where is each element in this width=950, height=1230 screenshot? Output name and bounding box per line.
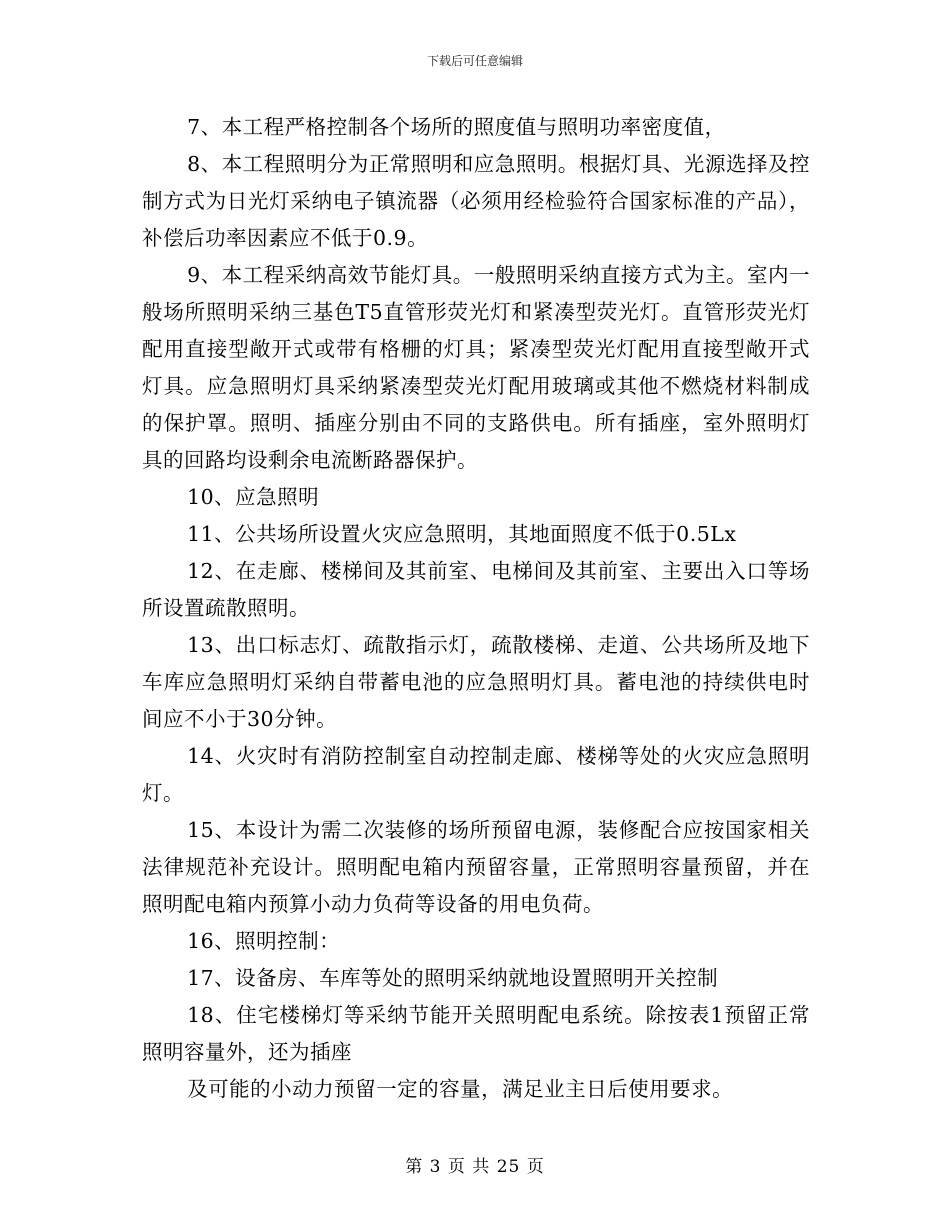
paragraph-item-11: 11、公共场所设置火灾应急照明，其地面照度不低于0.5Lx [187,522,737,546]
paragraph-continuation: 及可能的小动力预留一定的容量，满足业主日后使用要求。 [187,1077,734,1101]
page-number-footer: 第 3 页 共 25 页 [405,1157,545,1177]
paragraph-item-7: 7、本工程严格控制各个场所的照度值与照明功率密度值， [187,115,726,139]
paragraph-item-13: 13、出口标志灯、疏散指示灯，疏散楼梯、走道、公共场所及地下车库应急照明灯采纳自带蓄电池的应急照明灯具。蓄电池的持续供电时间应不小于30分钟。 [142,633,810,731]
document-body [142,109,810,1108]
paragraph-item-16: 16、照明控制： [187,929,341,953]
paragraph-item-12: 12、在走廊、楼梯间及其前室、电梯间及其前室、主要出入口等场所设置疏散照明。 [142,559,810,620]
paragraph-item-9: 9、本工程采纳高效节能灯具。一般照明采纳直接方式为主。室内一般场所照明采纳三基色T5直管形荧光灯和紧凑型荧光灯。直管形荧光灯配用直接型敞开式或带有格栅的灯具；紧凑型荧光灯配用直接型敞开式灯具。应急照明灯具采纳紧凑型荧光灯配用玻璃或其他不燃烧材料制成的保护罩。照明、插座分别由不同的支路供电。所有插座，室外照明灯具的回路均设剩余电流断路器保护。 [142,263,810,472]
paragraph-item-14: 14、火灾时有消防控制室自动控制走廊、楼梯等处的火灾应急照明灯。 [142,744,810,805]
page-header: 下载后可任意编辑 [426,54,523,68]
paragraph-item-17: 17、设备房、车库等处的照明采纳就地设置照明开关控制 [187,966,719,990]
paragraph-item-8: 8、本工程照明分为正常照明和应急照明。根据灯具、光源选择及控制方式为日光灯采纳电子镇流器（必须用经检验符合国家标准的产品），补偿后功率因素应不低于0.9。 [142,152,810,250]
paragraph-item-18: 18、住宅楼梯灯等采纳节能开关照明配电系统。除按表1预留正常照明容量外，还为插座 [142,1003,810,1064]
paragraph-item-15: 15、本设计为需二次装修的场所预留电源，装修配合应按国家相关法律规范补充设计。照明配电箱内预留容量，正常照明容量预留，并在照明配电箱内预算小动力负荷等设备的用电负荷。 [142,818,810,916]
paragraph-item-10: 10、应急照明 [187,485,320,509]
